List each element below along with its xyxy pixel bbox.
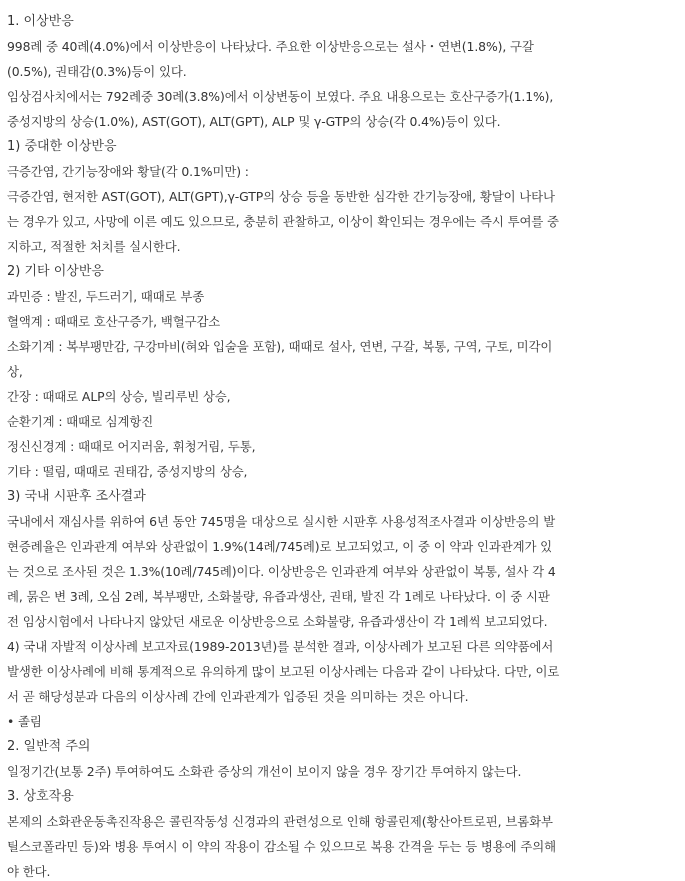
text-line: 상, — [7, 364, 23, 379]
text-line: 과민증 : 발진, 두드러기, 때때로 부종 — [7, 289, 205, 304]
text-line: 본제의 소화관운동촉진작용은 콜린작동성 신경과의 관련성으로 인해 항콜린제(황산아트로핀, 브롬화부 — [7, 814, 553, 829]
text-line: 소화기계 : 복부팽만감, 구강마비(혀와 입술을 포함), 때때로 설사, 연변, 구갈, 복통, 구역, 구토, 미각이 — [7, 339, 553, 354]
text-line: 정신신경계 : 때때로 어지러움, 휘청거림, 두통, — [7, 439, 256, 454]
section-heading-adverse-reactions: 1. 이상반응 — [7, 14, 74, 29]
text-line: 는 것으로 조사된 것은 1.3%(10례/745례)이다. 이상반응은 인과관계 여부와 상관없이 복통, 설사 각 4 — [7, 564, 556, 579]
text-line: 중성지방의 상승(1.0%), AST(GOT), ALT(GPT), ALP 및 γ-GTP의 상승(각 0.4%)등이 있다. — [7, 114, 501, 129]
text-line: 야 한다. — [7, 864, 51, 879]
text-line: 틸스코폴라민 등)와 병용 투여시 이 약의 작용이 감소될 수 있으므로 복용 간격을 두는 등 병용에 주의해 — [7, 839, 556, 854]
subsection-heading-other: 2) 기타 이상반응 — [7, 264, 104, 279]
section-heading-general-precautions: 2. 일반적 주의 — [7, 739, 91, 754]
text-line: 998례 중 40례(4.0%)에서 이상반응이 나타났다. 주요한 이상반응으로는 설사・연변(1.8%), 구갈 — [7, 39, 534, 54]
text-line: 현증례율은 인과관계 여부와 상관없이 1.9%(14례/745례)로 보고되었고, 이 중 이 약과 인과관계가 있 — [7, 539, 553, 554]
subsection-heading-domestic-survey: 3) 국내 시판후 조사결과 — [7, 489, 146, 504]
text-line: 례, 묽은 변 3례, 오심 2례, 복부팽만, 소화불량, 유즙과생산, 권태, 발진 각 1례로 나타났다. 이 중 시판 — [7, 589, 550, 604]
text-line: (0.5%), 권태감(0.3%)등이 있다. — [7, 64, 187, 79]
text-line: 순환기계 : 때때로 심계항진 — [7, 414, 154, 429]
text-line: 임상검사치에서는 792례중 30례(3.8%)에서 이상변동이 보였다. 주요 내용으로는 호산구증가(1.1%), — [7, 89, 554, 104]
text-line: 지하고, 적절한 처치를 실시한다. — [7, 239, 181, 254]
text-line: 는 경우가 있고, 사망에 이른 예도 있으므로, 충분히 관찰하고, 이상이 확인되는 경우에는 즉시 투여를 중 — [7, 214, 559, 229]
text-line: 서 곧 해당성분과 다음의 이상사례 간에 인과관계가 입증된 것을 의미하는 것은 아니다. — [7, 689, 469, 704]
text-line: 극증간염, 현저한 AST(GOT), ALT(GPT),γ-GTP의 상승 등을 동반한 심각한 간기능장애, 황달이 나타나 — [7, 189, 555, 204]
text-line: 극증간염, 간기능장애와 황달(각 0.1%미만) : — [7, 164, 249, 179]
text-line: 4) 국내 자발적 이상사례 보고자료(1989-2013년)를 분석한 결과, 이상사례가 보고된 다른 의약품에서 — [7, 639, 554, 654]
text-line: 발생한 이상사례에 비해 통계적으로 유의하게 많이 보고된 이상사례는 다음과 같이 나타났다. 다만, 이로 — [7, 664, 560, 679]
text-line: 기타 : 떨림, 때때로 권태감, 중성지방의 상승, — [7, 464, 248, 479]
text-line: 국내에서 재심사를 위하여 6년 동안 745명을 대상으로 실시한 시판후 사용성적조사결과 이상반응의 발 — [7, 514, 556, 529]
bullet-item: • 졸림 — [7, 714, 42, 729]
text-line: 일정기간(보통 2주) 투여하여도 소화관 증상의 개선이 보이지 않을 경우 장기간 투여하지 않는다. — [7, 764, 522, 779]
text-line: 전 임상시험에서 나타나지 않았던 새로운 이상반응으로 소화불량, 유즙과생산이 각 1례씩 보고되었다. — [7, 614, 548, 629]
text-line: 혈액계 : 때때로 호산구증가, 백혈구감소 — [7, 314, 221, 329]
text-line: 간장 : 때때로 ALP의 상승, 빌리루빈 상승, — [7, 389, 231, 404]
section-heading-interactions: 3. 상호작용 — [7, 789, 74, 804]
subsection-heading-serious: 1) 중대한 이상반응 — [7, 139, 117, 154]
